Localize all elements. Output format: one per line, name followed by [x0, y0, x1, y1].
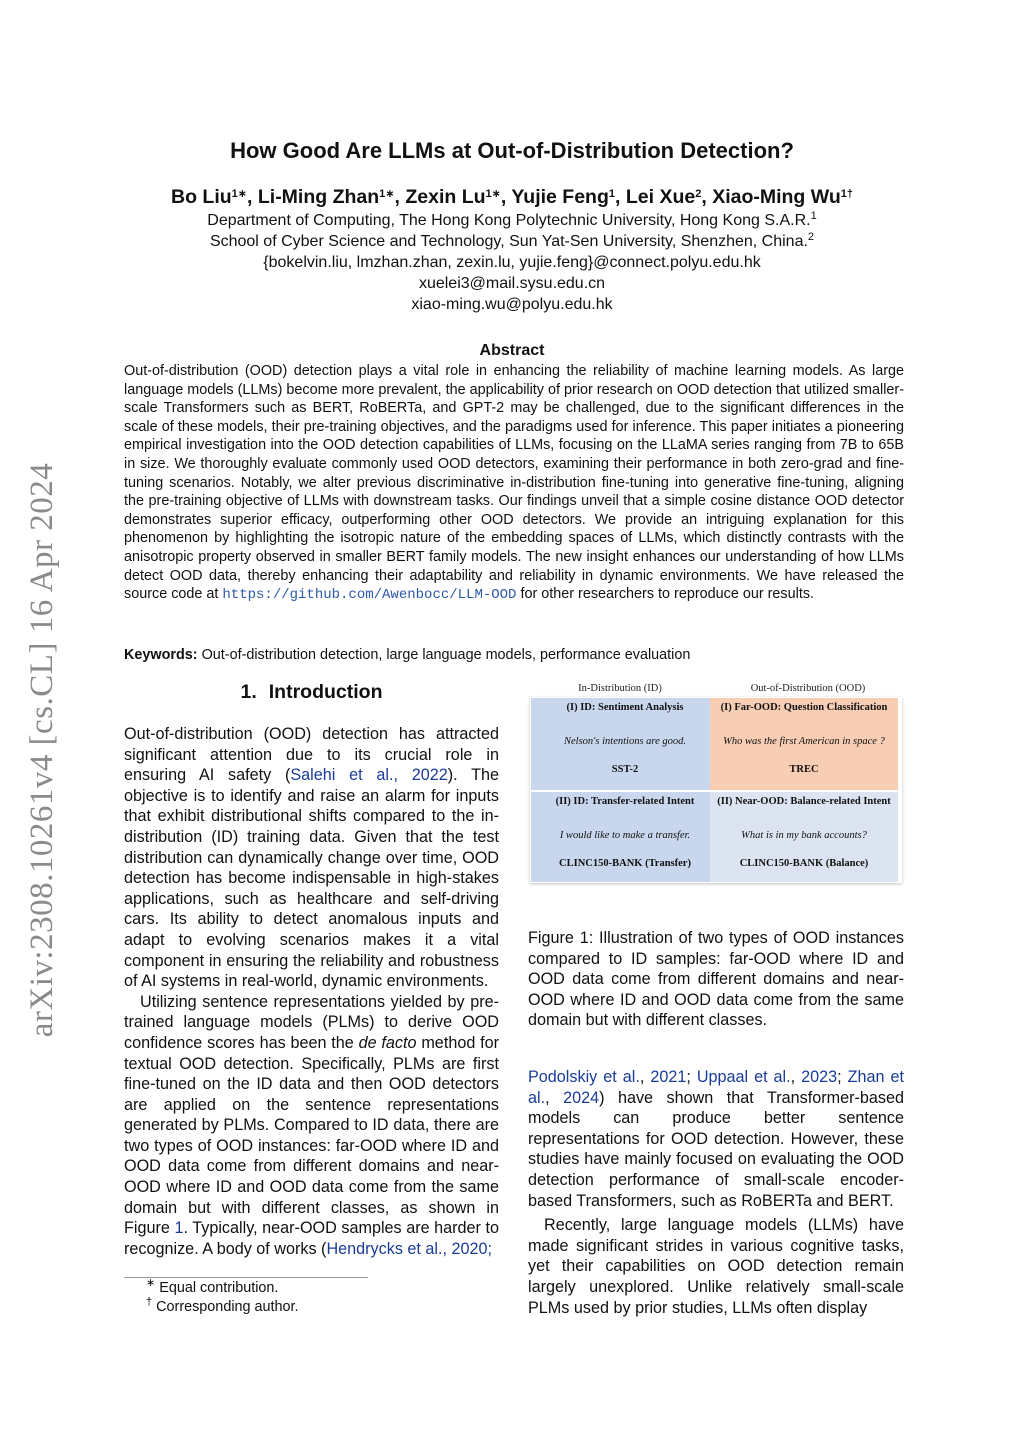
author-name: Lei Xue — [625, 186, 696, 208]
citation-link[interactable]: Uppaal et al. — [696, 1068, 791, 1086]
abstract-text-end: for other researchers to reproduce our results. — [520, 586, 815, 603]
arxiv-side-stamp: arXiv:2308.10261v4 [cs.CL] 16 Apr 2024 — [24, 462, 60, 1038]
panel-example: Who was the first American in space ? — [723, 736, 885, 747]
panel-title: (II) ID: Transfer-related Intent — [555, 796, 695, 807]
intro-paragraph-4: Recently, large language models (LLMs) have made significant strides in various cognitive tasks, yet their capabilities on OOD detection remain largely unexplored. Unlike relatively small-scale PLMs used by prior studies, LLMs often display — [528, 1216, 904, 1317]
citation-link[interactable]: Hendrycks et al., 2020; — [326, 1239, 493, 1258]
email-line-1: {bokelvin.liu, lmzhan.zhan, zexin.lu, yujie.feng}@connect.polyu.edu.hk — [263, 254, 761, 271]
text-run: , — [545, 1088, 564, 1107]
author-name: Yujie Feng — [511, 186, 609, 208]
abstract-body — [124, 362, 904, 605]
emphasis: de facto — [358, 1033, 417, 1052]
footnote-2 — [124, 1298, 499, 1317]
panel-title: (I) Far-OOD: Question Classification — [720, 702, 888, 713]
author-mark: 1∗ — [231, 188, 248, 200]
abstract-text: Out-of-distribution (OOD) detection plays a vital role in enhancing the reliability of machine learning models. As large language models (LLMs) become more prevalent, the applicability of prior research on OOD detection that utilized smaller-scale Transformers such as BERT, RoBERTa, and GPT-2 may be challenged, due to the significant differences in the scale of these models, their pre-training objectives, and the paradigms used for inference. This paper initiates a pioneering empirical investigation into the OOD detection capabilities of LLMs, focusing on the LLaMA series ranging from 7B to 65B in size. We thoroughly evaluate commonly used OOD detectors, examining their performance in both zero-grad and fine-tuning scenarios. Notably, we alter previous discriminative in-distribution fine-tuning into generative fine-tuning, aligning the pre-training objective of LLMs with downstream tasks. Our findings unveil that a simple cosine distance OOD detector demonstrates superior efficacy, outperforming other OOD detectors. We provide an intriguing explanation for this phenomenon by highlighting the isotropic nature of the embedding spaces of LLMs, which distinctly contrasts with the anisotropic property observed in smaller BERT family models. The new insight enhances our understanding of how LLMs detect OOD data, thereby enhancing their adaptability and reliability in dynamic environments. We have released the source code at — [124, 363, 904, 603]
citation-year-link[interactable]: 2023 — [801, 1068, 838, 1086]
figure-1-caption: Figure 1: Illustration of two types of OOD instances compared to ID samples: far-OOD where ID and OOD data come from different domains and near-OOD where ID and OOD data come from the same domain but with different classes. — [528, 929, 904, 1030]
citation-link[interactable]: Zhan et al. — [528, 1068, 905, 1107]
text-run: Out-of-distribution (OOD) detection has attracted significant attention due to its crucial role in ensuring AI safety ( — [124, 725, 499, 785]
email-line-3: xiao-ming.wu@polyu.edu.hk — [411, 296, 613, 313]
intro-paragraph-2 — [124, 992, 499, 1260]
figure-1 — [528, 683, 904, 888]
footnote-text: Corresponding author. — [156, 1299, 299, 1315]
intro-right-column — [528, 1067, 904, 1318]
intro-left-column — [124, 724, 499, 1259]
author-list: Bo Liu$^{1∗}$, Li-Ming Zhan$^{1∗}$, Zexin $Lu^{1∗}$, Yujie Feng$^1$, Lei Xue$^2$, Xiao-Ming $Wu^{1\dagger}$ — [171, 186, 853, 208]
figure-column-header-ood: Out-of-Distribution (OOD) — [750, 683, 866, 694]
author-name: Li-Ming Zhan — [257, 186, 380, 208]
citation-link[interactable]: Podolskiy et al. — [528, 1068, 640, 1086]
keywords-text: Out-of-distribution detection, large language models, performance evaluation — [201, 647, 691, 663]
affiliation-2-mark: 2 — [807, 231, 815, 243]
author-mark: 2 — [695, 188, 702, 200]
panel-dataset: CLINC150-BANK (Balance) — [739, 858, 869, 869]
figure-panel-id-sentiment — [531, 698, 719, 790]
panel-example: What is in my bank accounts? — [741, 830, 867, 841]
intro-paragraph-1 — [124, 724, 499, 992]
author-mark: 1 — [608, 188, 616, 200]
panel-dataset: TREC — [789, 764, 819, 775]
intro-paragraph-3 — [528, 1067, 904, 1211]
citation-year-link[interactable]: 2024 — [563, 1088, 600, 1107]
footnotes — [124, 1279, 499, 1317]
affiliation-1-mark: 1 — [810, 210, 817, 222]
figure-ref-link[interactable]: 1 — [174, 1219, 184, 1238]
footnote-divider — [124, 1277, 368, 1278]
panel-example: Nelson's intentions are good. — [563, 736, 687, 747]
text-run: ; — [686, 1068, 697, 1086]
text-run: , — [639, 1068, 651, 1086]
affiliation-2 — [0, 233, 1024, 251]
figure-panel-near-ood — [710, 792, 898, 882]
figure-panel-id-transfer — [531, 792, 719, 882]
author-mark: 1† — [840, 188, 853, 200]
author-name: Bo Liu — [171, 186, 232, 208]
author-name: Xiao-Ming Wu — [712, 186, 841, 208]
email-line-2: xuelei3@mail.sysu.edu.cn — [418, 275, 606, 292]
footnote-text: Equal contribution. — [159, 1280, 279, 1296]
affiliation-1 — [0, 212, 1024, 230]
text-run: Utilizing sentence representations yielded by pre-trained language models (PLMs) to derive OOD confidence scores has been the — [124, 992, 499, 1052]
footnote-1 — [124, 1279, 499, 1298]
text-run: ). The objective is to identify and raise an alarm for inputs that exhibit distributional shifts compared to the in-distribution (ID) training data. Given that the test distribution can dynamically change over time, OOD detection has become indispensable in high-stakes applications, such as healthcare and self-driving cars. Its ability to detect anomalous inputs and adapt to evolving scenarios makes it a vital component in ensuring the reliability and robustness of AI systems in real-world, dynamic environments. — [124, 766, 499, 991]
author-mark: 1∗ — [485, 188, 501, 200]
section-title: Introduction — [268, 681, 383, 703]
panel-dataset: CLINC150-BANK (Transfer) — [559, 858, 691, 869]
author-name: Zexin Lu — [405, 186, 486, 208]
panel-example: I would like to make a transfer. — [559, 830, 691, 841]
citation-link[interactable]: Salehi et al., 2022 — [290, 766, 448, 785]
citation-year-link[interactable]: 2021 — [650, 1068, 687, 1086]
author-mark: 1∗ — [379, 188, 395, 200]
panel-title: (I) ID: Sentiment Analysis — [566, 702, 684, 713]
keywords-label: Keywords: — [124, 647, 198, 663]
source-code-link[interactable]: https://github.com/Awenbocc/LLM-OOD — [222, 587, 517, 604]
figure-column-header-id: In-Distribution (ID) — [578, 683, 662, 694]
affiliation-2-text: School of Cyber Science and Technology, Sun Yat-Sen University, Shenzhen, China. — [209, 233, 808, 250]
paper-title: How Good Are LLMs at Out-of-Distribution Detection? — [230, 138, 794, 163]
abstract-heading: Abstract — [479, 342, 545, 359]
section-heading — [124, 681, 499, 704]
keywords — [124, 647, 904, 663]
footnote-mark: ∗ — [146, 1277, 156, 1289]
text-run: . Typically, near-OOD samples are harder to recognize. A body of works ( — [124, 1219, 499, 1258]
text-run: ) have shown that Transformer-based models can produce better sentence representations for OOD detection. However, these studies have mainly focused on evaluating the OOD detection performance of small-scale encoder-based Transformers, such as RoBERTa and BERT. — [528, 1088, 904, 1210]
affiliation-1-text: Department of Computing, The Hong Kong Polytechnic University, Hong Kong S.A.R. — [207, 212, 811, 229]
panel-dataset: SST-2 — [611, 764, 639, 775]
text-run: method for textual OOD detection. Specifically, PLMs are first fine-tuned on the ID data and then OOD detectors are applied on the sentence representations generated by PLMs. Compared to ID data, there are two types of OOD instances: far-OOD where ID and OOD data come from different domains and near-OOD where ID and OOD data come from the same domain but with different classes, as shown in Figure — [124, 1033, 500, 1238]
panel-title: (II) Near-OOD: Balance-related Intent — [717, 796, 891, 807]
text-run: , — [790, 1068, 802, 1086]
text-run: ; — [837, 1068, 848, 1086]
footnote-mark: † — [146, 1296, 153, 1308]
figure-panel-far-ood — [710, 698, 898, 790]
section-number: 1. — [240, 681, 257, 703]
